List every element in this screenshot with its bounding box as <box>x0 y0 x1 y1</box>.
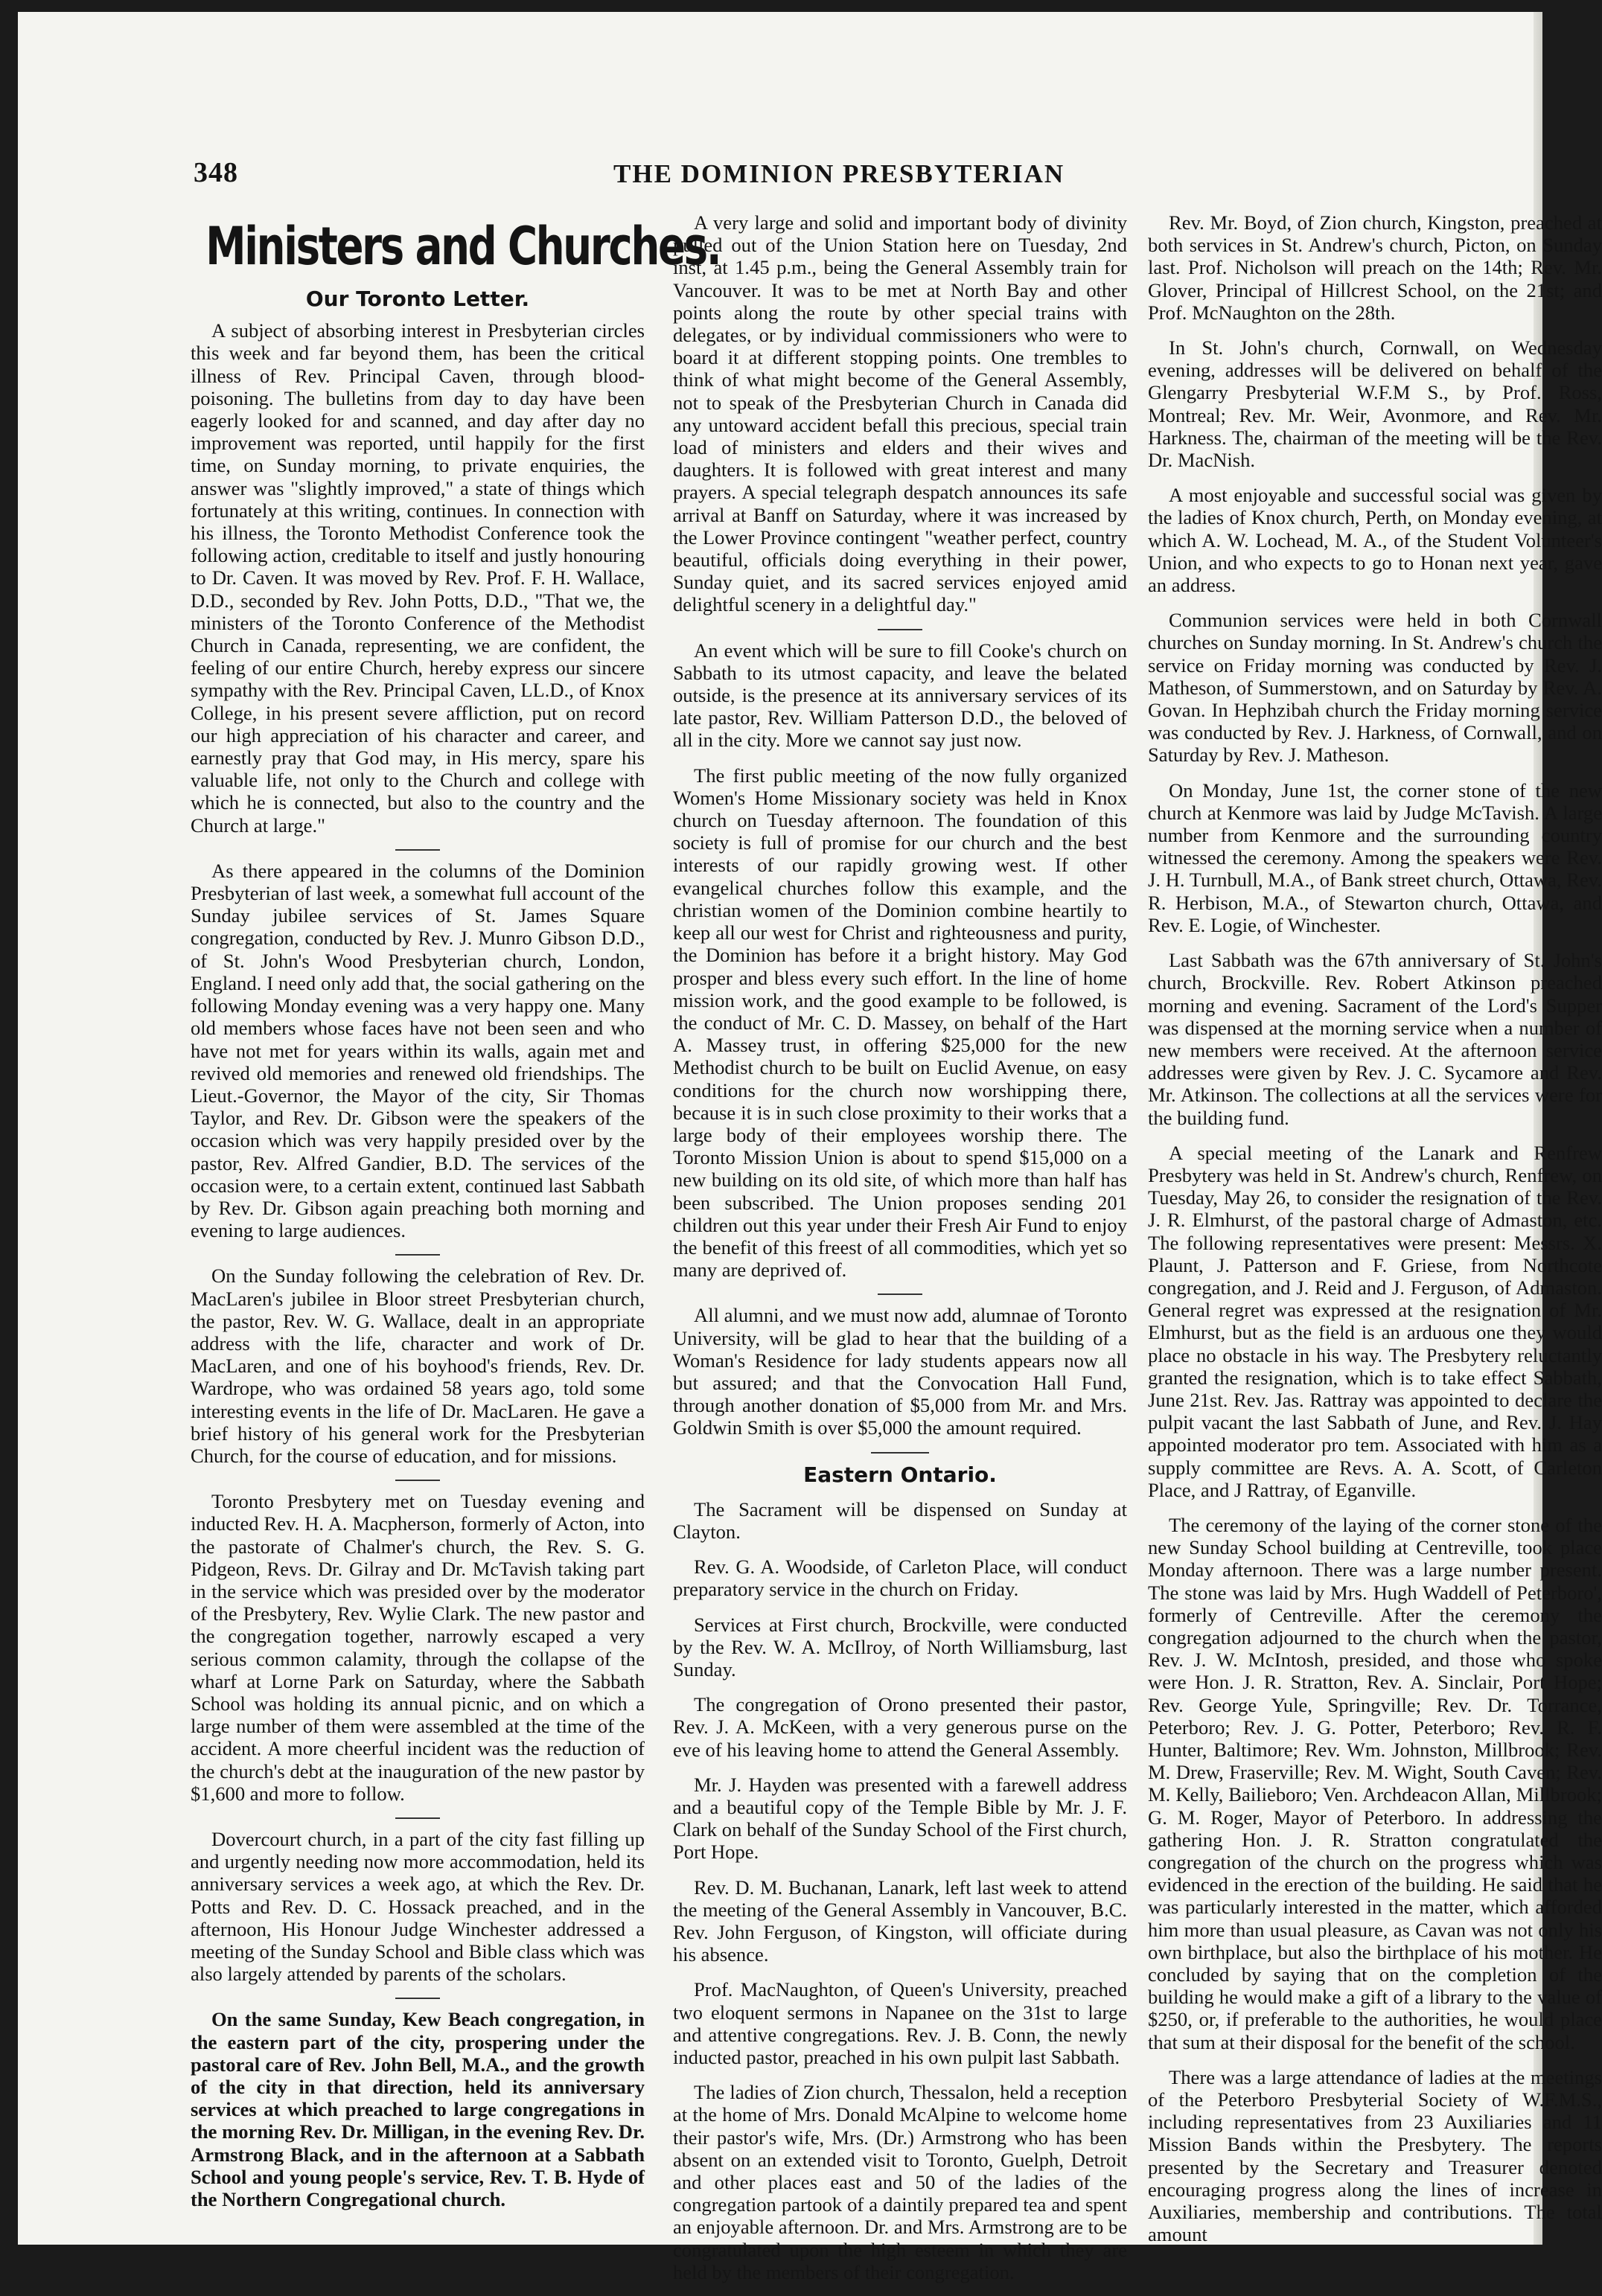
news-item: Mr. J. Hayden was presented with a farewell address and a beautiful copy of the Temple Bible by Mr. J. F. Clark on behalf of the Sunday School of the First church, Port Hope. <box>673 1773 1127 1864</box>
article-paragraph: An event which will be sure to fill Cooke's church on Sabbath to its utmost capacity, and leave the belated outside, is the presence at its anniversary services of its late pastor, Rev. William Patterson D.D., the beloved of all in the city. More we cannot say just now. <box>673 639 1127 752</box>
news-item: Rev. G. A. Woodside, of Carleton Place, will conduct preparatory service in the church on Friday. <box>673 1555 1127 1601</box>
separator-rule <box>395 1817 440 1819</box>
news-item: Prof. MacNaughton, of Queen's University, preached two eloquent sermons in Napanee on the 31st to large and attentive congregations. Rev. J. B. Conn, the newly inducted pastor, preached in his own pulpit last Sabbath. <box>673 1978 1127 2069</box>
article-paragraph: As there appeared in the columns of the Dominion Presbyterian of last week, a somewhat full account of the Sunday jubilee services of St. James Square congregation, conducted by Rev. J. Munro Gibson D.D., of St. John's Wood Presbyterian church, London, England. I need only add that, the social gathering on the following Monday evening was a very happy one. Many old members whose faces have not been seen and who have not met for years within its walls, again met and revived old memories and renewed old friendships. The Lieut.-Governor, the Mayor of the city, Sir Thomas Taylor, and Rev. Dr. Gibson were the speakers of the occasion which was very happily presided over by the pastor, Rev. Alfred Gandier, B.D. The services of the occasion were, to a certain extent, continued last Sabbath by Rev. Dr. Gibson again preaching both morning and evening to large audiences. <box>191 859 645 1242</box>
page-number: 348 <box>194 157 238 188</box>
article-paragraph: On the same Sunday, Kew Beach congregation, in the eastern part of the city, prospering under the pastoral care of Rev. John Bell, M.A., and the growth of the city in that direction, held its anniversary services at which preached to large congregations in the morning Rev. Dr. Milligan, in the evening Rev. Dr. Armstrong Black, and in the afternoon at a Sabbath School and young people's service, Rev. T. B. Hyde of the Northern Congregational church. <box>191 2008 645 2211</box>
article-paragraph: All alumni, and we must now add, alumnae of Toronto University, will be glad to hear that the building of a Woman's Residence for lady students appears now all but assured; and that the Convocation Hall Fund, through another donation of $5,000 from Mr. and Mrs. Goldwin Smith is over $5,000 the amount required. <box>673 1304 1127 1439</box>
news-item: There was a large attendance of ladies at the meetings of the Peterboro Presbyterial Society of W.F.M.S., including representatives from 23 Auxiliaries and 11 Mission Bands within the Presbytery. The reports presented by the Secretary and Treasurer denoted encouraging progress along the lines of increase in Auxiliaries, membership and contributions. The total amount <box>1148 2065 1602 2246</box>
newspaper-page <box>18 12 1602 2283</box>
news-item: On Monday, June 1st, the corner stone of the new church at Kenmore was laid by Judge McTavish. A large number from Kenmore and the surrounding country witnessed the ceremony. Among the speakers were Rev. J. H. Turnbull, M.A., of Bank street church, Ottawa, Rev. R. Herbison, M.A., of Stewarton church, Ottawa, and Rev. E. Logie, of Winchester. <box>1148 778 1602 936</box>
article-paragraph: The first public meeting of the now fully organized Women's Home Missionary society was held in Knox church on Tuesday afternoon. The foundation of this society is full of promise for our church and the best interests of our rapidly growing west. If other evangelical churches follow this example, and the christian women of the Dominion combine heartily to keep all our west for Christ and righteousness and purity, the Dominion has before it a bright history. May God prosper and bless every such effort. In the line of home mission work, and the good example to be followed, is the conduct of Mr. C. D. Massey, on behalf of the Hart A. Massey trust, in offering $25,000 for the new Methodist church to be built on Euclid Avenue, on easy conditions for the church now worshipping there, because it is in such close proximity to their works that a large body of their employees worship there. The Toronto Mission Union is about to spend $15,000 on a new building on its old site, of which more than half has been subscribed. The Union proposes sending 201 children out this year under their Fresh Air Fund to enjoy the benefit of this freest of all commodities, which yet so many are deprived of. <box>673 764 1127 1282</box>
news-item: A special meeting of the Lanark and Renfrew Presbytery was held in St. Andrew's church, Renfrew, on Tuesday, May 26, to consider the resignation of the Rev. J. R. Elmhurst, of the pastoral charge of Admaston, etc. The following representatives were present: Messrs. X. Plaunt, J. Patterson and F. Griese, from Northcote congregation, and J. Reid and J. Ferguson, of Admaston. General regret was expressed at the resignation of Mr. Elmhurst, but as the field is an arduous one they would place no obstacle in his way. The Presbytery reluctantly granted the resignation, which is to take effect Sabbath, June 21st. Rev. Jas. Rattray was appointed to declare the pulpit vacant the last Sabbath of June, and Rev. J. Hay appointed moderator pro tem. Associated with him as a supply committee are Revs. A. A. Scott, of Carleton Place, and J Rattray, of Eganville. <box>1148 1141 1602 1501</box>
news-item: The congregation of Orono presented their pastor, Rev. J. A. McKeen, with a very generous purse on the eve of his leaving home to attend the General Assembly. <box>673 1693 1127 1761</box>
column-2 <box>673 211 1127 2296</box>
separator-rule <box>395 849 440 851</box>
article-paragraph: Toronto Presbytery met on Tuesday evening and inducted Rev. H. A. Macpherson, formerly of Acton, into the pastorate of Chalmer's church, the Rev. S. G. Pidgeon, Revs. Dr. Gilray and Dr. McTavish taking part in the service which was presided over by the moderator of the Presbytery, Rev. Wylie Clark. The new pastor and the congregation together, narrowly escaped a very serious common calamity, through the collapse of the wharf at Lorne Park on Saturday, where the Sabbath School was holding its annual picnic, and on which a large number of them were assembled at the time of the accident. A more cheerful incident was the reduction of the church's debt at the inauguration of the new pastor by $1,600 and more to follow. <box>191 1490 645 1805</box>
news-item: Services at First church, Brockville, were conducted by the Rev. W. A. McIlroy, of North Williamsburg, last Sunday. <box>673 1613 1127 1681</box>
article-paragraph: On the Sunday following the celebration of Rev. Dr. MacLaren's jubilee in Bloor street Presbyterian church, the pastor, Rev. W. G. Wallace, dealt in an appropriate address with the life, character and work of Dr. MacLaren, and one of his boyhood's friends, Rev. Dr. Wardrope, who was ordained 58 years ago, told some interesting events in the life of Dr. MacLaren. He gave a brief history of his general work for the Presbyterian Church, for the course of education, and for missions. <box>191 1264 645 1467</box>
article-paragraph: A very large and solid and important body of divinity pulled out of the Union Station here on Tuesday, 2nd inst, at 1.45 p.m., being the General Assembly train for Vancouver. It was to be met at North Bay and other points along the route by other special trains with delegates, or by individual commissioners who were to board it at different stopping points. One trembles to think of what might become of the General Assembly, not to speak of the Presbyterian Church in Canada did any untoward accident befall this precious, special train load of ministers and elders and their wives and daughters. It is followed with great interest and many prayers. A special telegraph despatch announces its safe arrival at Banff on Saturday, where it was increased by the Lower Province contingent "weather perfect, country beautiful, officials doing everything in their power, Sunday quiet, and its sacred services enjoyed amid delightful scenery in a delightful day." <box>673 211 1127 616</box>
column-3 <box>1148 211 1602 2258</box>
separator-rule <box>878 629 922 630</box>
separator-rule <box>395 1998 440 1999</box>
news-item: A most enjoyable and successful social was given by the ladies of Knox church, Perth, on Monday evening, at which A. W. Lochead, M. A., of the Student Volunteer's Union, and who expects to go to Honan next year, gave an address. <box>1148 484 1602 597</box>
running-head: THE DOMINION PRESBYTERIAN <box>613 159 1065 188</box>
subhead-toronto-letter: Our Toronto Letter. <box>305 287 530 311</box>
article-paragraph: A subject of absorbing interest in Presbyterian circles this week and far beyond them, has been the critical illness of Rev. Principal Caven, through blood-poisoning. The bulletins from day to day have been eagerly looked for and scanned, and day after day no improvement was reported, until happily for the first time, on Sunday morning, to private enquiries, the answer was "slightly improved," a state of things which fortunately at this writing, continues. In connection with his illness, the Toronto Methodist Conference took the following action, creditable to itself and justly honouring to Dr. Caven. It was moved by Rev. Prof. F. H. Wallace, D.D., seconded by Rev. John Potts, D.D., "That we, the ministers of the Toronto Conference of the Methodist Church in Canada, representing, we are confident, the feeling of our entire Church, hereby express our sincere sympathy with the Rev. Principal Caven, LL.D., of Knox College, in his present severe affliction, put on record our high appreciation of his character and career, and earnestly pray that God may, in His mercy, spare his valuable life, not only to the Church and college with which he is connected, but also to the country and the Church at large." <box>191 319 645 837</box>
news-item: Rev. Mr. Boyd, of Zion church, Kingston, preached at both services in St. Andrew's church, Picton, on Sunday last. Prof. Nicholson will preach on the 14th; Rev. Mr. Glover, Principal of Hillcrest School, on the 21st; and Prof. McNaughton on the 28th. <box>1148 211 1602 324</box>
news-item: In St. John's church, Cornwall, on Wednesday evening, addresses will be delivered on behalf of the Glengarry Presbyterial W.F.M S., by Prof. Ross, Montreal; Rev. Mr. Weir, Avonmore, and Rev. Mr. Harkness. The, chairman of the meeting will be the Rev. Dr. MacNish. <box>1148 336 1602 472</box>
news-item: The ladies of Zion church, Thessalon, held a reception at the home of Mrs. Donald McAlpine to welcome home their pastor's wife, Mrs. (Dr.) Armstrong who has been absent on an extended visit to Toronto, Guelph, Detroit and other places east and 50 of the ladies of the congregation partook of a daintily prepared tea and spent an enjoyable afternoon. Dr. and Mrs. Armstrong are to be congratulated upon the high esteem in which they are held by the members of their congregation. <box>673 2081 1128 2283</box>
news-item: The ceremony of the laying of the corner stone of the new Sunday School building at Centreville, took place Monday afternoon. There was a large number present. The stone was laid by Mrs. Hugh Waddell of Peterboro', formerly of Centreville. After the ceremony the congregation adjourned to the church when the pastor, Rev. J. W. McIntosh, presided, and those who spoke were Hon. J. R. Stratton, Rev. A. Sinclair, Port Hope; Rev. George Yule, Springville; Rev. Dr. Torrance, Peterboro; Rev. J. G. Potter, Peterboro; Rev. R. F. Hunter, Baltimore; Rev. Wm. Johnston, Millbrook; Rev. M. Drew, Fraserville; Rev. M. Wight, South Caven; Rev. M. Kelly, Bailieboro; Ven. Archdeacon Allan, Millbrook; G. M. Roger, Mayor of Peterboro. In addressing the gathering Hon. J. R. Stratton congratulated the congregation of the church on the progress which was evidenced in the erection of the building. He said that he was particularly interested in the matter, which afforded him more than usual pleasure, as Cavan was not only his own birthplace, but also the birthplace of his mother. He concluded by saying that on the completion of the building he would make a gift of a library to the value of $250, or, if preferable to the authorities, he would place that sum at their disposal for the benefit of the school. <box>1148 1513 1602 2053</box>
separator-rule <box>871 1452 929 1454</box>
separator-rule <box>395 1480 440 1481</box>
news-item: Rev. D. M. Buchanan, Lanark, left last week to attend the meeting of the General Assembly in Vancouver, B.C. Rev. John Ferguson, of Kingston, will officiate during his absence. <box>673 1876 1127 1966</box>
separator-rule <box>395 1254 440 1256</box>
article-paragraph: Dovercourt church, in a part of the city fast filling up and urgently needing now more accommodation, held its anniversary services a week ago, at which the Rev. Dr. Potts and Rev. D. C. Hossack preached, and in the afternoon, His Honour Judge Winchester addressed a meeting of the Sunday School and Bible class which was also largely attended by parents of the scholars. <box>191 1828 645 1986</box>
section-title: Ministers and Churches. <box>205 216 721 277</box>
separator-rule <box>878 1294 922 1295</box>
subhead-eastern-ontario: Eastern Ontario. <box>803 1462 997 1487</box>
news-item: Communion services were held in both Cornwall churches on Sunday morning. In St. Andrew's church the service on Friday morning was conducted by Rev. J. Matheson, of Summerstown, and on Saturday by Rev. A. Govan. In Hephzibah church the Friday morning service was conducted by Rev. J. Harkness, of Cornwall, and on Saturday by Rev. J. Matheson. <box>1148 609 1602 767</box>
news-item: The Sacrament will be dispensed on Sunday at Clayton. <box>673 1497 1127 1543</box>
news-item: Last Sabbath was the 67th anniversary of St. John's church, Brockville. Rev. Robert Atkinson preached morning and evening. Sacrament of the Lord's Supper was dispensed at the morning service when a number of new members were received. At the afternoon service addresses were given by Rev. J. C. Sycamore and Rev. Mr. Atkinson. The collections at all the services were for the building fund. <box>1148 949 1602 1129</box>
column-1 <box>191 216 721 2223</box>
